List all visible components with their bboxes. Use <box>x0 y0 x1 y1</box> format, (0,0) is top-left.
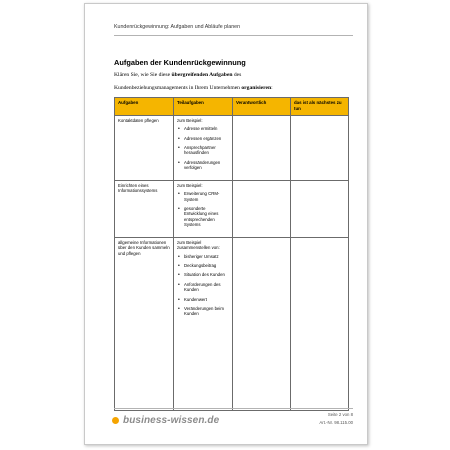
logo-text: business-wissen.de <box>123 415 220 426</box>
bullet-icon: • <box>178 126 180 133</box>
subtask-intro: zum Beispiel zusammenstellen von: <box>177 240 220 251</box>
list-item-text: Erweiterung CRM-System <box>184 191 220 202</box>
intro-line-2-text: Kundenbeziehungsmanagements in Ihrem Unternehmen <box>114 85 242 91</box>
subtask-list <box>177 191 229 227</box>
list-item <box>178 145 229 156</box>
list-item <box>178 296 229 303</box>
list-item <box>178 135 229 142</box>
responsible-cell <box>233 116 291 181</box>
list-item <box>178 305 229 317</box>
column-header-aufgaben: Aufgaben <box>115 98 174 116</box>
bullet-icon: • <box>178 159 180 166</box>
next-step-cell <box>291 238 349 411</box>
list-item-text: Anforderungen des Kunden <box>184 281 221 293</box>
list-item <box>178 206 229 228</box>
list-item-text: Adresse ermitteln <box>184 126 218 132</box>
bullet-icon: • <box>178 135 180 142</box>
bullet-icon: • <box>178 305 180 312</box>
subtask-intro: zum Beispiel: <box>177 183 203 188</box>
bullet-icon: • <box>178 296 180 303</box>
bullet-icon: • <box>178 191 180 198</box>
table-row <box>115 181 349 238</box>
list-item <box>178 159 229 171</box>
task-cell: Einrichten eines Informationssystems <box>115 181 174 238</box>
subtask-list <box>177 254 229 317</box>
page-number: Seite 2 von 8 <box>327 412 353 417</box>
running-header: Kundenrückgewinnung: Aufgaben und Abläufe planen <box>114 24 241 30</box>
next-step-cell <box>291 116 349 181</box>
subtask-cell <box>174 181 233 238</box>
column-header-teilaufgaben: Teilaufgaben <box>174 98 233 116</box>
bullet-icon: • <box>178 272 180 279</box>
table-row <box>115 238 349 411</box>
list-item-text: Adressen ergänzen <box>184 135 222 141</box>
responsible-cell <box>233 181 291 238</box>
subtask-intro: zum Beispiel: <box>177 118 203 123</box>
table-header-row <box>115 98 349 116</box>
list-item <box>178 272 229 279</box>
footer-divider <box>114 408 353 409</box>
bullet-icon: • <box>178 281 180 288</box>
table-row <box>115 116 349 181</box>
task-cell: allgemeine Informationen über den Kunden sammeln und pflegen <box>115 238 174 411</box>
column-header-naechste-schritte: das ist als nächstes zu tun <box>291 98 349 116</box>
intro-line-1-end: des <box>232 72 242 78</box>
article-number: Art.-Nr. 98.115.00 <box>319 420 353 425</box>
bullet-icon: • <box>178 263 180 270</box>
list-item <box>178 191 229 202</box>
intro-line-1-emphasis: übergreifenden Aufgaben <box>171 72 233 78</box>
document-page <box>84 3 368 445</box>
list-item <box>178 126 229 133</box>
subtask-list <box>177 126 229 170</box>
column-header-verantwortlich: Verantwortlich <box>233 98 291 116</box>
list-item-text: Veränderungen beim Kunden <box>184 305 224 317</box>
subtask-cell <box>174 238 233 411</box>
list-item <box>178 281 229 293</box>
intro-line-2-emphasis: organisieren <box>241 85 272 91</box>
list-item-text: Kundenwert <box>184 296 207 302</box>
list-item <box>178 253 229 260</box>
task-cell: Kontaktdaten pflegen <box>115 116 174 181</box>
bullet-icon: • <box>178 145 180 152</box>
list-item-text: Ansprechpartner herausfinden <box>184 145 216 156</box>
intro-line-1 <box>114 72 241 78</box>
bullet-icon: • <box>178 206 180 213</box>
intro-line-2-end: : <box>271 85 273 91</box>
logo-dot-icon <box>112 417 119 424</box>
list-item-text: bisheriger Umsatz <box>184 253 219 259</box>
section-title: Aufgaben der Kundenrückgewinnung <box>114 58 246 67</box>
list-item <box>178 263 229 270</box>
responsible-cell <box>233 238 291 411</box>
header-divider <box>114 35 353 36</box>
subtask-cell <box>174 116 233 181</box>
list-item-text: Deckungsbeitrag <box>184 263 217 269</box>
bullet-icon: • <box>178 253 180 260</box>
next-step-cell <box>291 181 349 238</box>
intro-line-1-text: Klären Sie, wie Sie diese <box>114 72 172 78</box>
intro-line-2 <box>114 85 273 91</box>
logo <box>112 415 219 426</box>
list-item-text: Situation des Kunden <box>184 272 225 278</box>
list-item-text: Adressänderungen verfolgen <box>184 159 221 171</box>
list-item-text: gesonderte Entwicklung eines entsprechenden Systems <box>184 206 219 228</box>
tasks-table <box>114 97 349 411</box>
